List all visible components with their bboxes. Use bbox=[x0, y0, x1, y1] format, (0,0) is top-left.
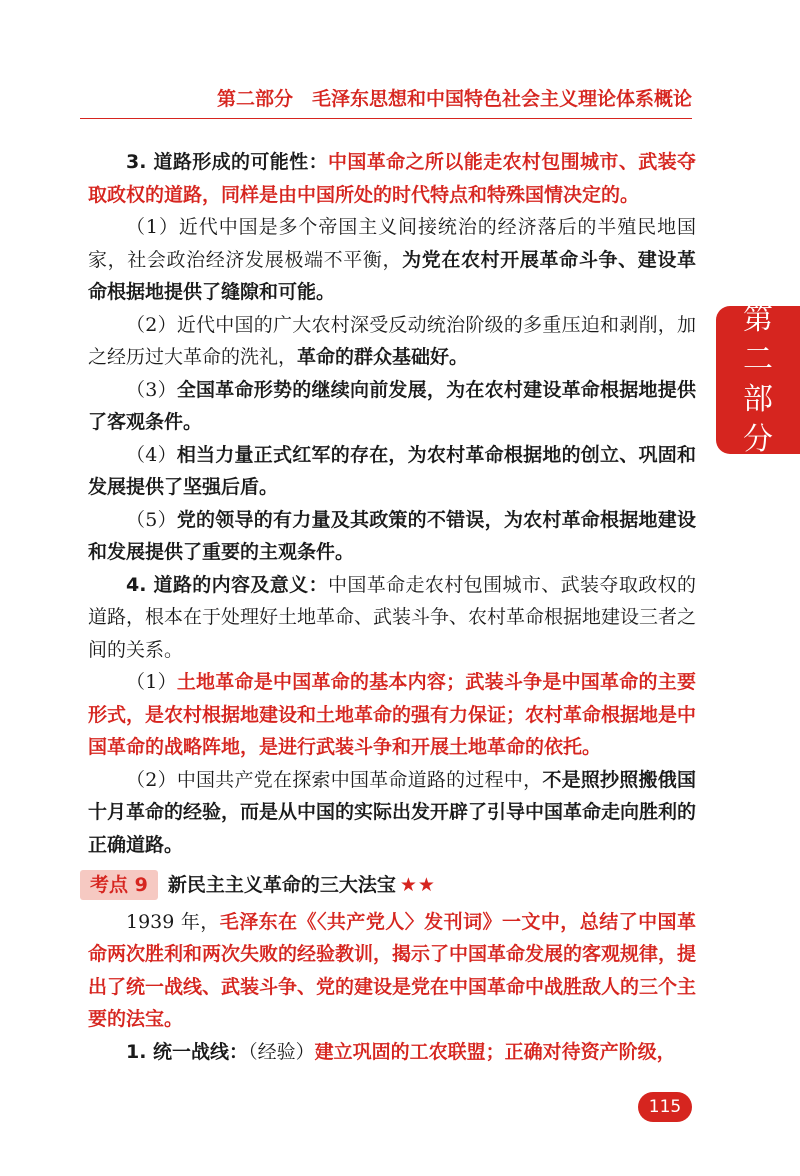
paragraph-item bbox=[88, 666, 696, 764]
section-tab-char: 第 bbox=[743, 302, 773, 337]
emphasis-text: 党的领导的有力量及其政策的不错误，为农村革命根据地建设和发展提供了重要的主观条件。 bbox=[88, 508, 696, 563]
highlight-text: 中国革命之所以能走农村包围城市、武装夺取政权的道路，同样是由中国所处的时代特点和特殊国情决定的。 bbox=[88, 151, 696, 206]
running-header: 第二部分 毛泽东思想和中国特色社会主义理论体系概论 bbox=[216, 88, 692, 110]
paragraph-content-meaning bbox=[88, 569, 696, 667]
item-number: （1） bbox=[126, 216, 179, 238]
exam-point-heading bbox=[88, 869, 696, 902]
emphasis-text: 为党在农村开展革命斗争、建设革命根据地提供了缝隙和可能。 bbox=[88, 248, 696, 303]
point-heading: 4. 道路的内容及意义： bbox=[126, 573, 328, 596]
star-icon: ★★ bbox=[399, 874, 436, 896]
item-number: （3） bbox=[126, 378, 177, 401]
paragraph-possibility bbox=[88, 146, 696, 211]
paragraph-item bbox=[88, 764, 696, 862]
section-tab-char: 分 bbox=[743, 422, 773, 457]
point-heading: 1. 统一战线： bbox=[126, 1040, 249, 1063]
section-tab bbox=[716, 302, 800, 457]
exam-point-tag: 考点 9 bbox=[80, 870, 158, 900]
body-text: 近代中国是多个帝国主义间接统治的经济落后的半殖民地国家，社会政治经济发展极端不平衡， bbox=[88, 216, 696, 271]
paragraph-item bbox=[88, 504, 696, 569]
highlight-text: 土地革命是中国革命的基本内容；武装斗争是中国革命的主要形式，是农村根据地建设和土地革命的强有力保证；农村革命根据地是中国革命的战略阵地，是进行武装斗争和开展土地革命的依托。 bbox=[88, 671, 697, 758]
paragraph-magic-weapons bbox=[88, 906, 696, 1036]
body-text: 中国共产党在探索中国革命道路的过程中， bbox=[176, 768, 543, 791]
item-number: （1） bbox=[126, 671, 177, 693]
header-rule bbox=[80, 118, 692, 119]
paragraph-item bbox=[88, 439, 696, 504]
section-tab-char: 部 bbox=[743, 382, 773, 417]
highlight-text: 建立巩固的工农联盟；正确对待资产阶级， bbox=[314, 1040, 676, 1063]
highlight-text: 毛泽东在《〈共产党人〉发刊词》一文中，总结了中国革命两次胜利和两次失败的经验教训，揭示了中国革命发展的客观规律，提出了统一战线、武装斗争、党的建设是党在中国革命中战胜敌人的三个主要的法宝。 bbox=[88, 910, 697, 1030]
item-number: （2） bbox=[126, 313, 177, 336]
emphasis-text: 不是照抄照搬俄国十月革命的经验，而是从中国的实际出发开辟了引导中国革命走向胜利的正确道路。 bbox=[88, 768, 697, 856]
point-heading: 3. 道路形成的可能性： bbox=[126, 151, 328, 173]
paragraph-item bbox=[88, 374, 696, 439]
emphasis-text: 革命的群众基础好。 bbox=[297, 346, 469, 368]
item-number: （2） bbox=[126, 768, 177, 791]
item-number: （5） bbox=[126, 508, 177, 531]
paragraph-united-front bbox=[88, 1036, 696, 1069]
emphasis-text: 相当力量正式红军的存在，为农村革命根据地的创立、巩固和发展提供了坚强后盾。 bbox=[88, 443, 696, 498]
paragraph-item bbox=[88, 211, 696, 309]
section-tab-char: 二 bbox=[743, 342, 773, 377]
body-text: 近代中国的广大农村深受反动统治阶级的多重压迫和剥削，加之经历过大革命的洗礼， bbox=[88, 313, 696, 368]
body-text: （经验） bbox=[248, 1040, 315, 1063]
page-number: 115 bbox=[638, 1092, 692, 1122]
page-body bbox=[88, 146, 696, 1068]
body-text: 中国革命走农村包围城市、武装夺取政权的道路，根本在于处理好土地革命、武装斗争、农村革命根据地建设三者之间的关系。 bbox=[88, 573, 697, 661]
body-text: 1939 年， bbox=[126, 910, 220, 933]
item-number: （4） bbox=[126, 443, 177, 466]
exam-point-title: 新民主主义革命的三大法宝 bbox=[167, 874, 396, 896]
emphasis-text: 全国革命形势的继续向前发展，为在农村建设革命根据地提供了客观条件。 bbox=[88, 378, 696, 433]
paragraph-item bbox=[88, 309, 696, 374]
